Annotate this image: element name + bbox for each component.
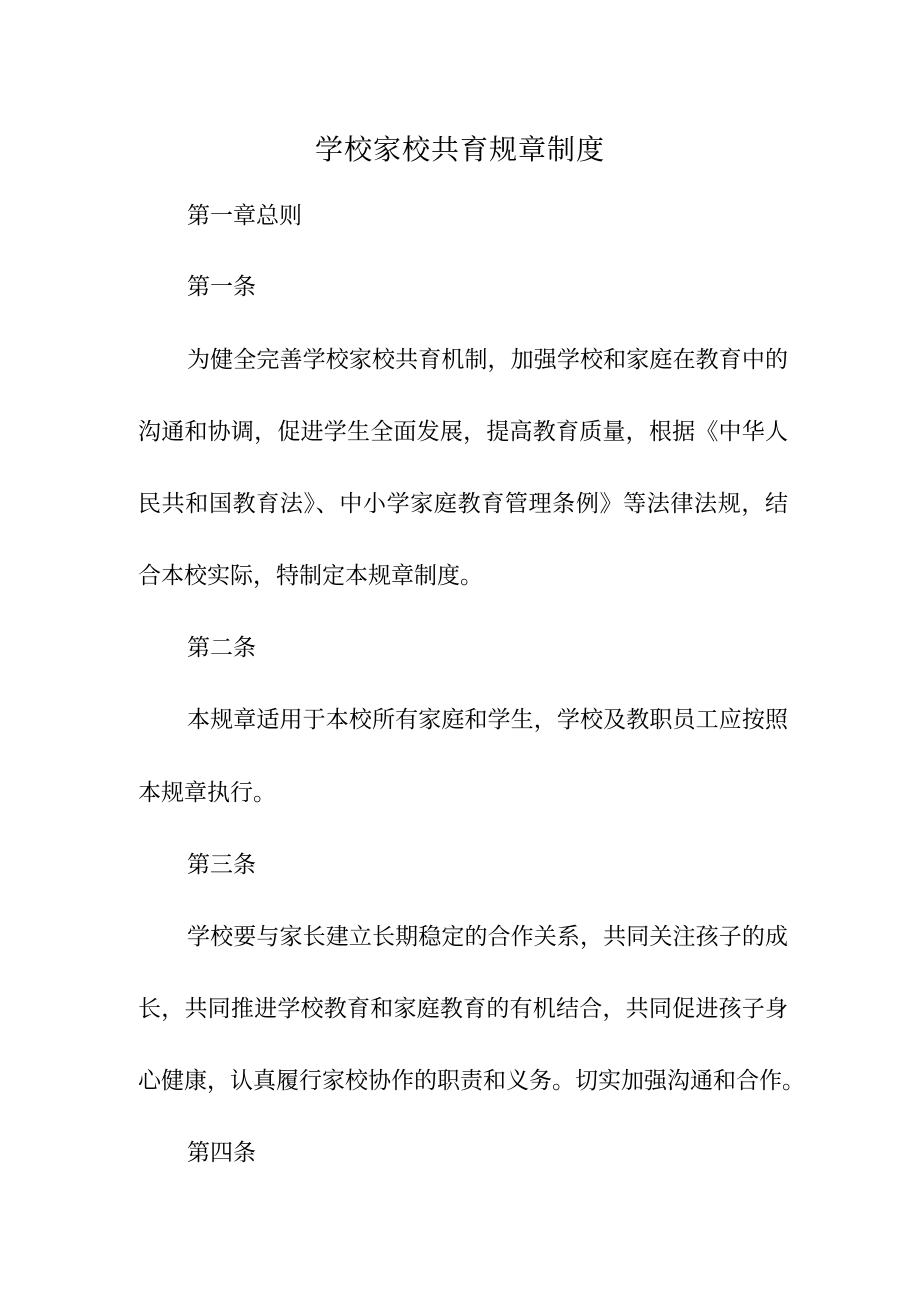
paragraph-line: 合本校实际，特制定本规章制度。 — [138, 563, 483, 589]
paragraph-line: 为健全完善学校家校共育机制，加强学校和家庭在教育中的 — [187, 347, 788, 373]
chapter-heading: 第一章总则 — [187, 203, 302, 229]
paragraph-line: 长，共同推进学校教育和家庭教育的有机结合，共同促进孩子身 — [138, 996, 788, 1022]
paragraph-line: 沟通和协调，促进学生全面发展，提高教育质量，根据《中华人 — [138, 419, 788, 445]
paragraph-line: 本规章执行。 — [138, 780, 276, 806]
document-title: 学校家校共育规章制度 — [314, 133, 605, 166]
paragraph-line: 心健康，认真履行家校协作的职责和义务。切实加强沟通和合作。 — [138, 1068, 805, 1094]
article-heading: 第四条 — [187, 1140, 256, 1166]
article-heading: 第一条 — [187, 274, 256, 300]
paragraph-line: 学校要与家长建立长期稳定的合作关系，共同关注孩子的成 — [187, 924, 788, 950]
paragraph-line: 民共和国教育法》、中小学家庭教育管理条例》等法律法规，结 — [138, 491, 788, 517]
article-heading: 第二条 — [187, 635, 256, 661]
paragraph-line: 本规章适用于本校所有家庭和学生，学校及教职员工应按照 — [187, 707, 788, 733]
article-heading: 第三条 — [187, 852, 256, 878]
